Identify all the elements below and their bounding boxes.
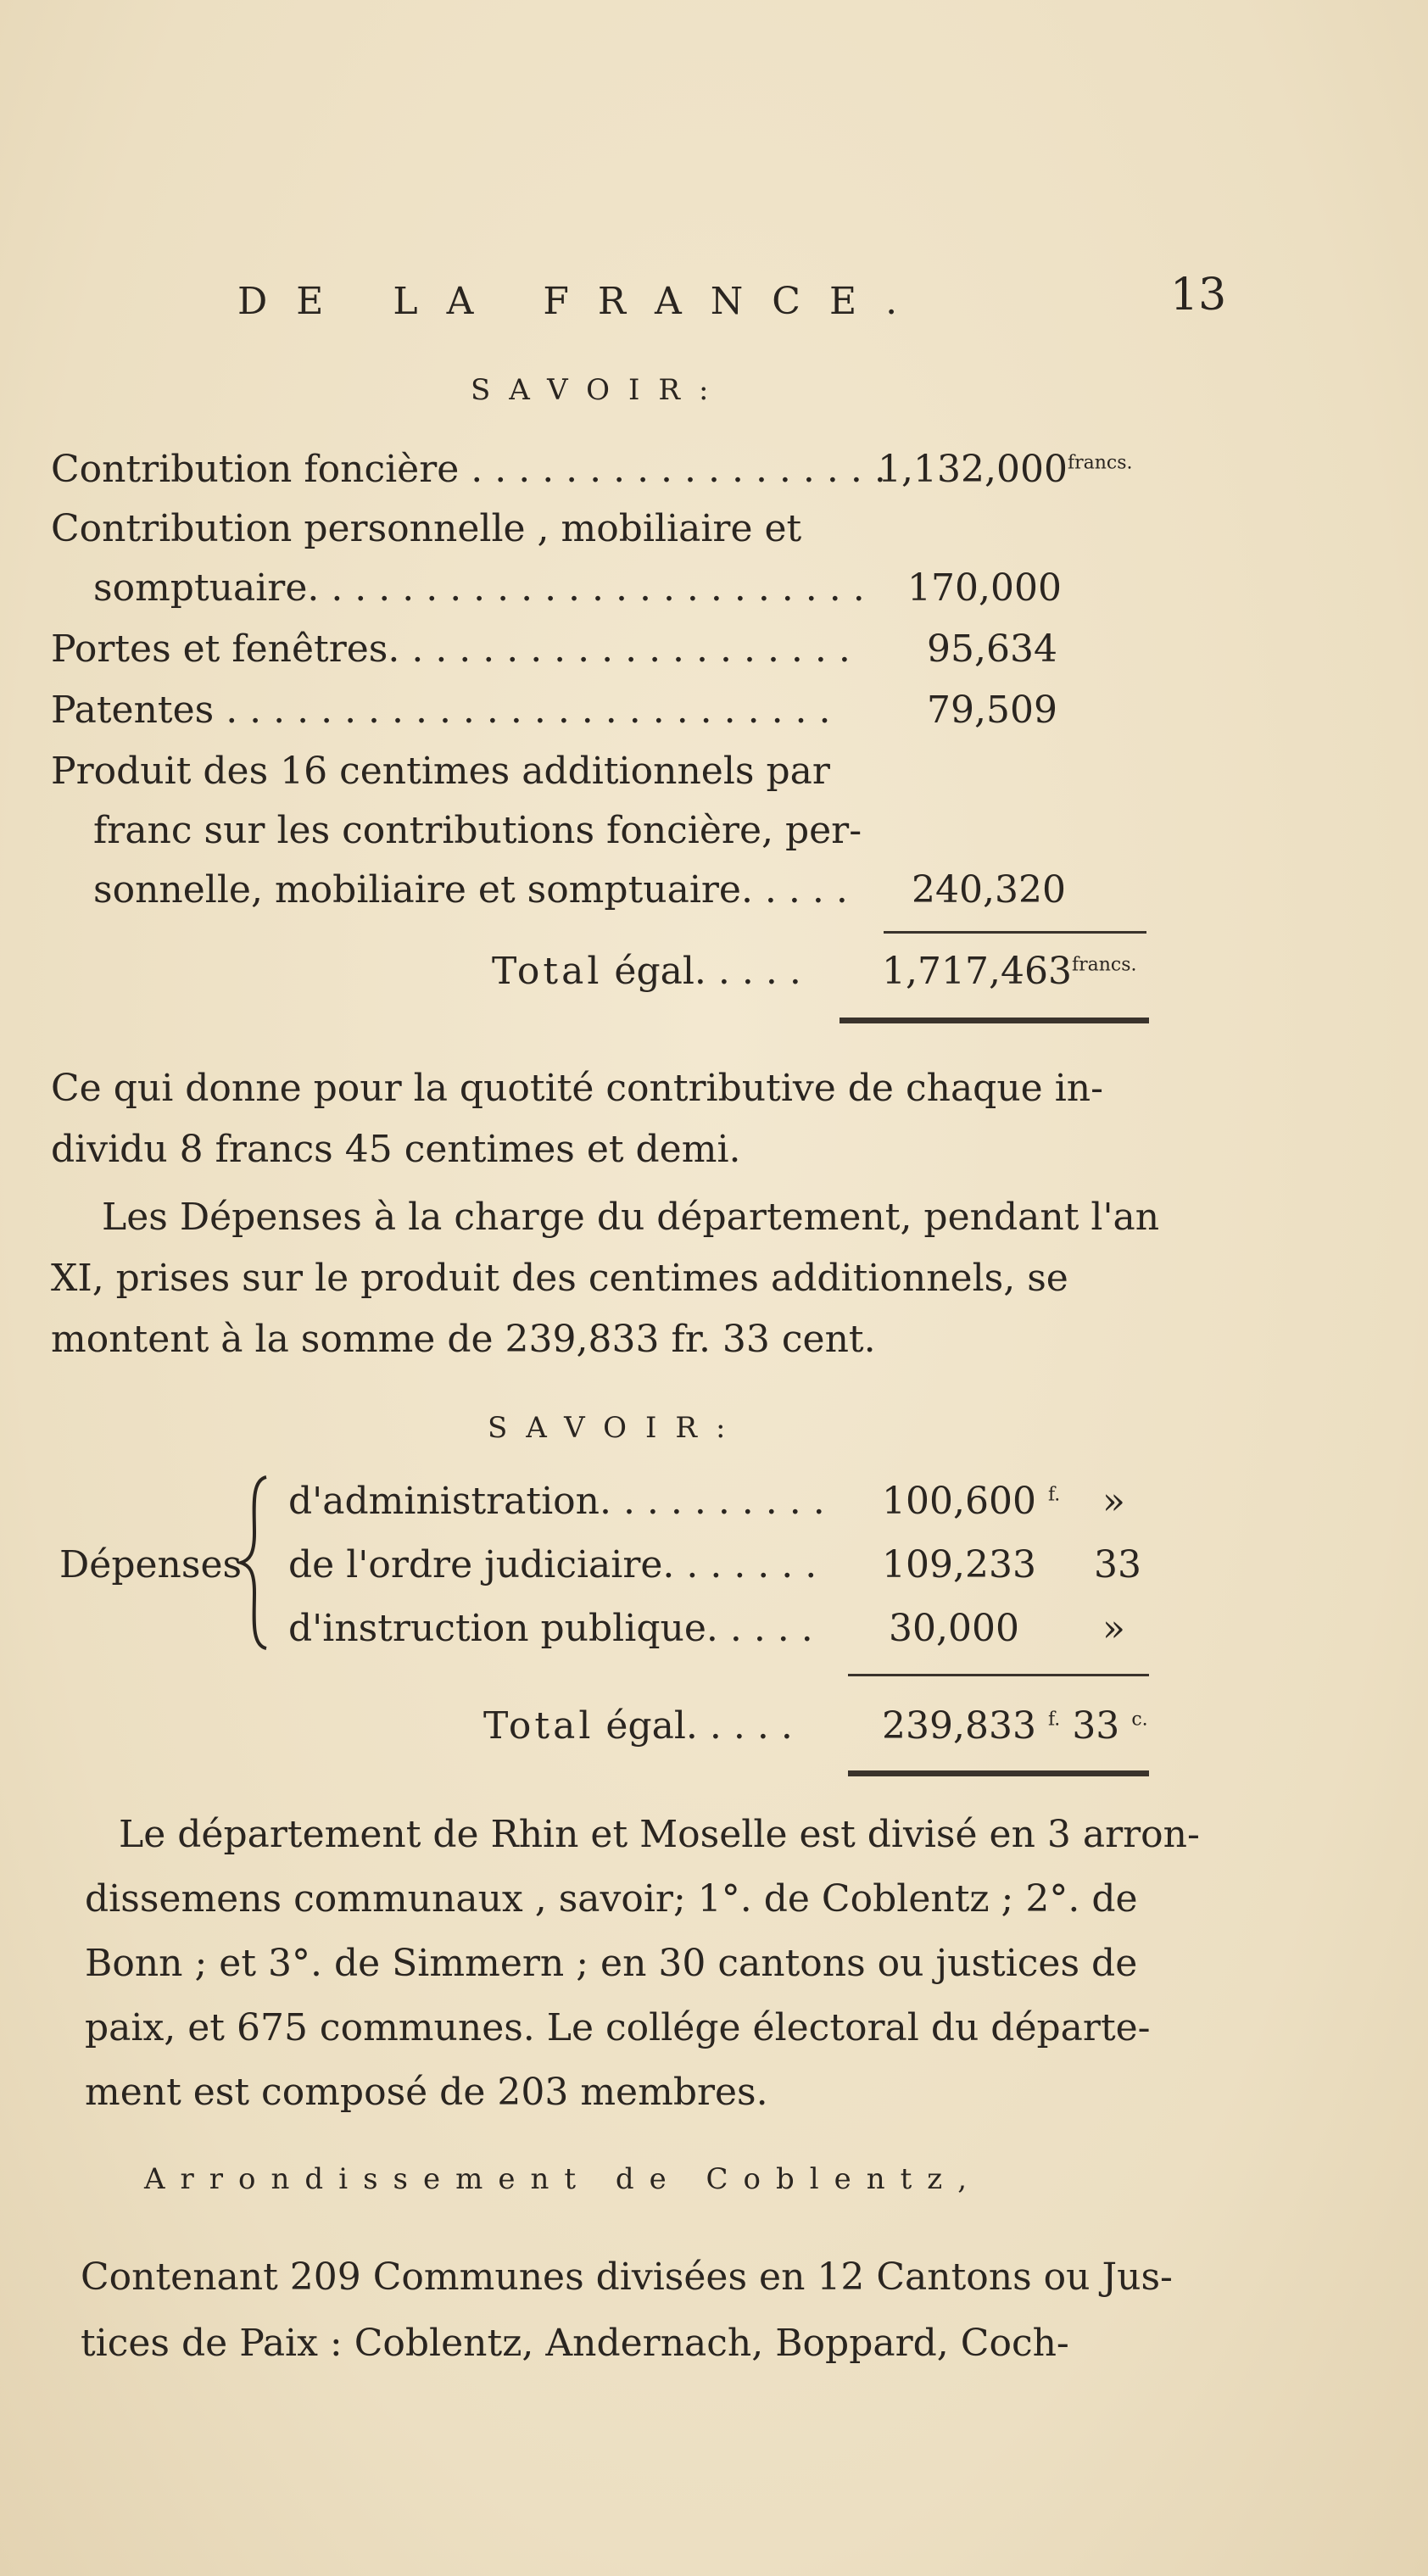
para-3-line-1: Le département de Rhin et Moselle est divisé en 3 arron- xyxy=(119,1813,1200,1856)
expenses-label: Dépenses xyxy=(59,1543,243,1586)
expense-row-1-label: d'administration. . . . . . . . . . xyxy=(288,1480,825,1523)
receipt-row-1-value: $1,132,000^{francs.}$ xyxy=(878,448,1133,491)
expense-row-1-cents: » xyxy=(1102,1480,1125,1523)
expense-row-3-value: 30,000 xyxy=(889,1607,1019,1650)
running-head: DE LA FRANCE. xyxy=(237,280,927,323)
para-2-line-2: XI, prises sur le produit des centimes additionnels, se xyxy=(51,1257,1068,1300)
curly-brace-icon xyxy=(237,1474,271,1652)
total-rule-2 xyxy=(848,1770,1149,1776)
expense-row-3-cents: » xyxy=(1102,1607,1125,1650)
expense-row-3-label: d'instruction publique. . . . . xyxy=(288,1607,813,1650)
para-2-line-3: montent à la somme de 239,833 fr. 33 cent. xyxy=(51,1318,876,1361)
receipt-row-1-label: Contribution foncière . . . . . . . . . . . . . . . . . . xyxy=(51,448,886,491)
receipt-row-5-label: Patentes . . . . . . . . . . . . . . . . . . . . . . . . . . xyxy=(51,689,831,732)
para-3-line-5: ment est composé de 203 membres. xyxy=(85,2071,768,2114)
receipt-row-6-label: Produit des 16 centimes additionnels par xyxy=(51,750,830,793)
para-1-line-1: Ce qui donne pour la quotité contributive de chaque in- xyxy=(51,1067,1103,1110)
para-3-line-3: Bonn ; et 3°. de Simmern ; en 30 cantons ou justices de xyxy=(85,1942,1138,1985)
para-3-line-4: paix, et 675 communes. Le collége électoral du départe- xyxy=(85,2006,1151,2049)
sum-rule-1 xyxy=(884,931,1146,934)
receipt-row-3-value: 170,000 xyxy=(907,566,1062,610)
para-4-line-1: Contenant 209 Communes divisées en 12 Cantons ou Jus- xyxy=(81,2255,1173,2299)
expense-row-1-value: 100,600 $^{f.}$ xyxy=(882,1480,1061,1523)
receipt-row-4-label: Portes et fenêtres. . . . . . . . . . . . . . . . . . . . xyxy=(51,627,851,671)
para-4-line-2: tices de Paix : Coblentz, Andernach, Boppard, Coch- xyxy=(81,2322,1069,2365)
receipt-row-5-value: 79,509 xyxy=(927,689,1057,732)
receipt-row-2-label: Contribution personnelle , mobiliaire et xyxy=(51,507,802,550)
receipt-row-8-value: 240,320 xyxy=(912,868,1066,912)
para-2-line-1: Les Dépenses à la charge du département, pendant l'an xyxy=(102,1196,1160,1239)
savoir-heading-1: SAVOIR: xyxy=(471,373,728,407)
sum-rule-2 xyxy=(848,1674,1149,1676)
receipt-row-3-label: somptuaire. . . . . . . . . . . . . . . . . . . . . . . . xyxy=(93,566,865,610)
receipt-row-8-label: sonnelle, mobiliaire et somptuaire. . . . . xyxy=(93,868,848,912)
total-2-value: 239,833 $^{f.}$ 33 $^{c.}$ xyxy=(882,1704,1148,1748)
page-number: 13 xyxy=(1170,270,1227,321)
total-rule-1 xyxy=(840,1018,1149,1023)
receipt-row-4-value: 95,634 xyxy=(927,627,1057,671)
total-2-label: Total égal. . . . . xyxy=(483,1704,793,1748)
section-heading: Arrondissement de Coblentz, xyxy=(144,2162,983,2196)
savoir-heading-2: SAVOIR: xyxy=(488,1411,745,1445)
para-3-line-2: dissemens communaux , savoir; 1°. de Coblentz ; 2°. de xyxy=(85,1877,1138,1921)
total-1-label: Total égal. . . . . xyxy=(492,950,801,993)
expense-row-2-cents: 33 xyxy=(1094,1543,1141,1586)
para-1-line-2: dividu 8 francs 45 centimes et demi. xyxy=(51,1128,741,1171)
total-1-value: $1,717,463^{francs.}$ xyxy=(882,950,1137,993)
expense-row-2-value: 109,233 xyxy=(882,1543,1036,1586)
receipt-row-7-label: franc sur les contributions foncière, per- xyxy=(93,809,862,852)
expense-row-2-label: de l'ordre judiciaire. . . . . . . xyxy=(288,1543,817,1586)
